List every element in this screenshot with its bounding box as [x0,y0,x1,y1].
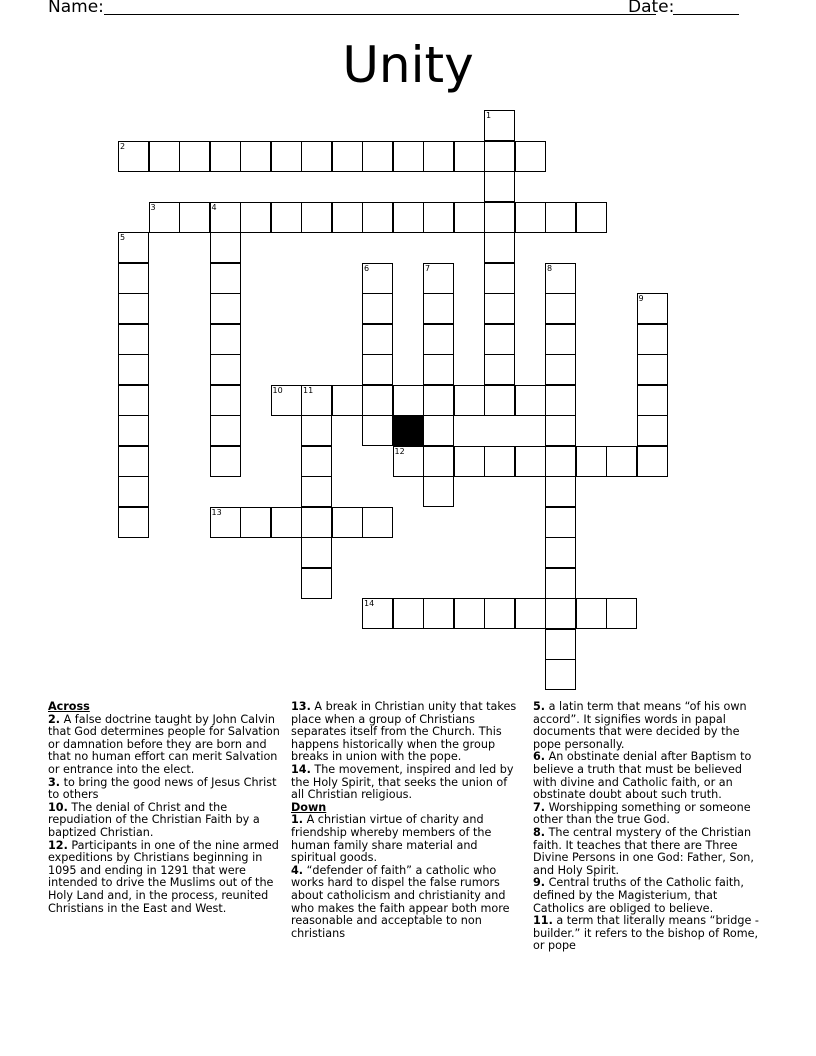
clue-column-3 [533,701,769,953]
grid-cell[interactable] [484,598,515,629]
down-heading: Down [291,800,327,814]
grid-cell[interactable] [454,202,485,233]
date-label: Date: [628,0,675,17]
grid-cell[interactable] [545,385,576,416]
grid-cell[interactable] [271,507,302,538]
grid-cell[interactable] [484,324,515,355]
clue-down-7: 7. Worshipping something or someone other than the true God. [533,800,751,827]
grid-cell[interactable] [301,415,332,446]
puzzle-title: Unity [342,36,474,94]
clue-number: 7 [425,263,431,273]
grid-cell[interactable] [545,293,576,324]
grid-cell[interactable] [545,476,576,507]
grid-cell[interactable] [118,263,149,294]
grid-cell[interactable] [301,141,332,172]
clue-number: 14 [364,599,375,608]
grid-cell[interactable] [210,415,241,446]
grid-cell[interactable] [210,141,241,172]
grid-cell[interactable] [118,232,149,263]
grid-cell[interactable] [545,629,576,660]
grid-cell[interactable] [271,141,302,172]
grid-cell[interactable] [393,598,424,629]
clue-column-2 [291,701,523,940]
grid-cell[interactable] [484,263,515,294]
grid-cell[interactable] [545,598,576,629]
grid-cell[interactable] [118,415,149,446]
grid-cell[interactable] [362,415,393,446]
grid-cell[interactable] [393,385,424,416]
grid-cell[interactable] [301,537,332,568]
grid-cell[interactable] [423,141,454,172]
clue-down-1: 1. A christian virtue of charity and friendship whereby members of the human family share material and spiritual goods. [291,813,492,865]
grid-cell[interactable] [637,415,668,446]
clue-across-12: 12. Participants in one of the nine armed expeditions by Christians beginning in 1095 and ending in 1291 that were intended to drive the Muslims out of the Holy Land and, in the process, reunited Christians in the East and West. [48,838,279,915]
grid-cell[interactable] [423,385,454,416]
grid-cell[interactable] [545,354,576,385]
clue-across-10: 10. The denial of Christ and the repudiation of the Christian Faith by a baptized Christian. [48,800,260,839]
grid-cell[interactable] [362,293,393,324]
clue-number: 6 [364,263,370,273]
grid-cell[interactable] [515,385,546,416]
grid-cell[interactable] [240,202,271,233]
grid-cell[interactable] [149,202,180,233]
grid-cell[interactable] [210,354,241,385]
grid-cell[interactable] [545,659,576,690]
clue-down-9: 9. Central truths of the Catholic faith, defined by the Magisterium, that Catholics are obliged to believe. [533,876,744,915]
grid-cell[interactable] [423,476,454,507]
grid-cell[interactable] [423,354,454,385]
grid-cell[interactable] [210,507,241,538]
grid-cell[interactable] [454,446,485,477]
grid-cell[interactable] [484,293,515,324]
grid-cell[interactable] [210,232,241,263]
grid-cell[interactable] [576,202,607,233]
grid-cell[interactable] [118,141,149,172]
grid-cell[interactable] [545,537,576,568]
grid-cell[interactable] [545,507,576,538]
clue-number: 9 [638,294,644,303]
grid-cell[interactable] [423,446,454,477]
grid-cell[interactable] [362,598,393,629]
clue-across-3: 3. to bring the good news of Jesus Christ to others [48,775,277,802]
grid-cell[interactable] [362,141,393,172]
grid-cell[interactable] [179,202,210,233]
grid-cell[interactable] [484,446,515,477]
grid-cell[interactable] [606,598,637,629]
clue-number: 2 [120,141,126,151]
grid-cell[interactable] [515,202,546,233]
grid-cell[interactable] [210,446,241,477]
grid-cell[interactable] [484,232,515,263]
grid-cell[interactable] [301,202,332,233]
grid-cell[interactable] [362,324,393,355]
grid-cell[interactable] [301,385,332,416]
grid-cell[interactable] [210,324,241,355]
clue-down-8: 8. The central mystery of the Christian faith. It teaches that there are Three Divine Persons in one God: Father, Son, and Holy Spirit. [533,825,754,877]
clue-number: 11 [303,385,314,395]
grid-cell[interactable] [545,202,576,233]
clue-column-1 [48,701,282,915]
grid-cell[interactable] [179,141,210,172]
grid-cell[interactable] [271,202,302,233]
grid-cell[interactable] [240,141,271,172]
grid-cell[interactable] [515,446,546,477]
grid-cell[interactable] [454,141,485,172]
grid-cell[interactable] [423,202,454,233]
grid-cell[interactable] [118,446,149,477]
name-label: Name: [48,0,104,17]
clue-down-4: 4. “defender of faith” a catholic who works hard to dispel the false rumors about catholicism and christianity and who makes the faith appear both more reasonable and acceptable to non christians [291,863,510,940]
grid-cell[interactable] [576,446,607,477]
grid-cell[interactable] [118,385,149,416]
clue-number: 5 [120,233,126,242]
grid-cell[interactable] [637,324,668,355]
grid-cell[interactable] [210,202,241,233]
clue-across-13: 13. A break in Christian unity that takes place when a group of Christians separates itself from the Church. This happens historically when the group breaks in union with the pope. [291,700,517,764]
grid-cell[interactable] [118,507,149,538]
grid-cell[interactable] [210,293,241,324]
grid-cell[interactable] [118,476,149,507]
grid-cell[interactable] [393,202,424,233]
clue-down-5: 5. a latin term that means “of his own accord”. It signifies words in papal documents that were decided by the pope personally. [533,700,747,751]
grid-cell[interactable] [332,202,363,233]
grid-cell[interactable] [118,354,149,385]
grid-cell[interactable] [362,263,393,294]
grid-cell[interactable] [362,507,393,538]
grid-cell[interactable] [210,385,241,416]
grid-cell[interactable] [118,293,149,324]
grid-cell[interactable] [454,598,485,629]
clue-number: 1 [486,111,492,120]
grid-cell[interactable] [301,507,332,538]
black-square [393,415,424,446]
grid-cell[interactable] [423,263,454,294]
clue-across-2: 2. A false doctrine taught by John Calvin that God determines people for Salvation or damnation before they are born and that no human effort can merit Salvation or entrance into the elect. [48,712,280,776]
grid-cell[interactable] [606,446,637,477]
grid-cell[interactable] [332,385,363,416]
grid-cell[interactable] [423,598,454,629]
grid-cell[interactable] [393,446,424,477]
grid-cell[interactable] [301,446,332,477]
grid-cell[interactable] [240,507,271,538]
across-heading: Across [48,700,90,713]
grid-cell[interactable] [545,568,576,599]
grid-cell[interactable] [362,202,393,233]
grid-cell[interactable] [637,293,668,324]
grid-cell[interactable] [515,141,546,172]
grid-cell[interactable] [454,385,485,416]
grid-cell[interactable] [149,141,180,172]
grid-cell[interactable] [484,354,515,385]
clue-down-6: 6. An obstinate denial after Baptism to believe a truth that must be believed with divine and Catholic faith, or an obstinate doubt about such truth. [533,750,752,802]
grid-cell[interactable] [271,385,302,416]
grid-cell[interactable] [484,141,515,172]
grid-cell[interactable] [332,507,363,538]
grid-cell[interactable] [637,446,668,477]
grid-cell[interactable] [393,141,424,172]
grid-cell[interactable] [545,324,576,355]
grid-cell[interactable] [545,263,576,294]
clue-number: 3 [150,202,156,212]
grid-cell[interactable] [576,598,607,629]
grid-cell[interactable] [484,385,515,416]
clue-down-11: 11. a term that literally means “bridge - builder.” it refers to the bishop of Rome, or pope [533,914,759,953]
grid-cell[interactable] [362,354,393,385]
grid-cell[interactable] [484,110,515,141]
clue-across-14: 14. The movement, inspired and led by the Holy Spirit, that seeks the union of all Christian religious. [291,762,514,802]
grid-cell[interactable] [484,171,515,202]
grid-cell[interactable] [362,385,393,416]
grid-cell[interactable] [637,354,668,385]
grid-cell[interactable] [484,202,515,233]
grid-cell[interactable] [423,324,454,355]
clue-number: 10 [272,385,283,395]
grid-cell[interactable] [423,415,454,446]
grid-cell[interactable] [210,263,241,294]
grid-cell[interactable] [637,385,668,416]
grid-cell[interactable] [332,141,363,172]
clue-number: 8 [547,263,553,273]
grid-cell[interactable] [545,446,576,477]
clue-number: 4 [211,202,217,212]
clue-number: 12 [394,446,405,456]
grid-cell[interactable] [515,598,546,629]
grid-cell[interactable] [118,324,149,355]
grid-cell[interactable] [423,293,454,324]
clue-number: 13 [211,507,222,517]
grid-cell[interactable] [301,568,332,599]
grid-cell[interactable] [545,415,576,446]
grid-cell[interactable] [301,476,332,507]
